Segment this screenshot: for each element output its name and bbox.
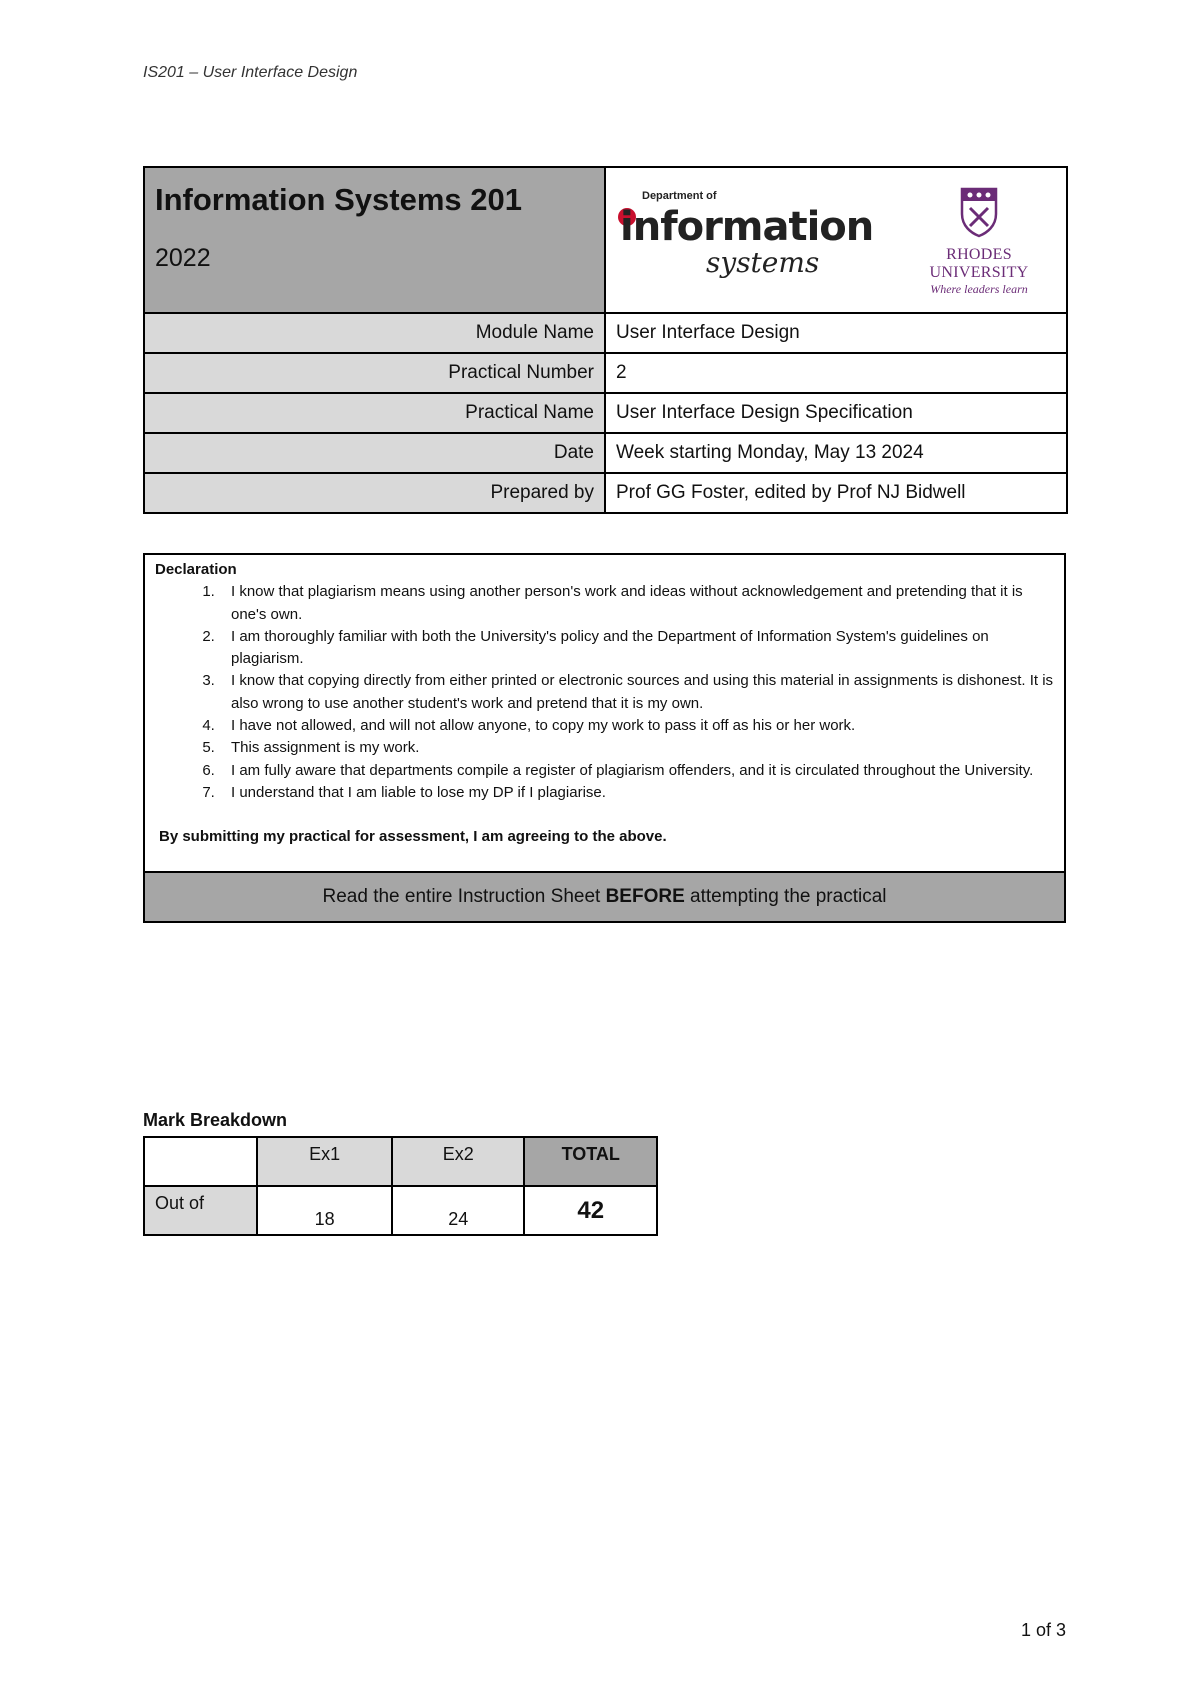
info-row-prepared-by <box>144 473 1067 513</box>
mark-breakdown-table <box>143 1136 658 1236</box>
page-number: 1 of 3 <box>1020 1620 1066 1640</box>
declaration-list <box>155 581 1054 804</box>
university-logo <box>904 186 1054 296</box>
info-row-module-name <box>144 313 1067 353</box>
running-header: IS201 – User Interface Design <box>143 64 358 81</box>
mark-values-row <box>144 1186 657 1235</box>
info-value: Prof GG Foster, edited by Prof NJ Bidwell <box>605 473 1067 513</box>
instruction-text-bold: BEFORE <box>605 885 685 907</box>
info-row-practical-name <box>144 393 1067 433</box>
mark-header-row <box>144 1137 657 1186</box>
info-value: 2 <box>605 353 1067 393</box>
declaration-item: 6. I am fully aware that departments compile a register of plagiarism offenders, and it is circulated throughout the University. <box>219 760 1054 782</box>
declaration-item: 1. I know that plagiarism means using another person's work and ideas without acknowledgement and pretending that it is one's own. <box>219 581 1054 626</box>
course-year: 2022 <box>155 244 211 272</box>
dept-logo-line1: Department of <box>642 190 717 202</box>
info-label: Practical Number <box>144 353 605 393</box>
info-value: User Interface Design <box>605 313 1067 353</box>
dept-logo-line2: information <box>620 204 874 250</box>
instruction-text-pre: Read the entire Instruction Sheet <box>322 885 606 907</box>
dept-logo-line3: systems <box>706 246 820 279</box>
declaration-item: 7. I understand that I am liable to lose my DP if I plagiarise. <box>219 782 1054 804</box>
mark-value: 24 <box>392 1186 525 1235</box>
declaration-item: 4. I have not allowed, and will not allow anyone, to copy my work to pass it off as his or her work. <box>219 715 1054 737</box>
mark-total-header: TOTAL <box>524 1137 657 1186</box>
title-cell <box>144 167 605 313</box>
instruction-text-post: attempting the practical <box>684 885 887 907</box>
info-label: Prepared by <box>144 473 605 513</box>
instruction-bar <box>145 871 1064 921</box>
university-name: RHODES UNIVERSITY <box>929 246 1029 281</box>
declaration-heading: Declaration <box>155 561 237 578</box>
course-title: Information Systems 201 <box>155 182 522 217</box>
mark-breakdown-heading: Mark Breakdown <box>143 1110 288 1130</box>
info-value: User Interface Design Specification <box>605 393 1067 433</box>
declaration-closing: By submitting my practical for assessment, I am agreeing to the above. <box>159 828 667 846</box>
declaration-item: 3. I know that copying directly from either printed or electronic sources and using this material in assignments is dishonest. It is also wrong to use another student's work and pretend that it is my own. <box>219 670 1054 715</box>
info-label: Date <box>144 433 605 473</box>
university-tagline: Where leaders learn <box>930 282 1028 296</box>
info-value: Week starting Monday, May 13 2024 <box>605 433 1067 473</box>
logo-cell <box>605 167 1067 313</box>
declaration-box <box>143 553 1066 923</box>
info-row-date <box>144 433 1067 473</box>
declaration-item: 2. I am thoroughly familiar with both the University's policy and the Department of Information System's guidelines on plagiarism. <box>219 626 1054 671</box>
mark-column-header: Ex1 <box>257 1137 392 1186</box>
declaration-item: 5. This assignment is my work. <box>219 737 1054 759</box>
mark-value: 18 <box>257 1186 392 1235</box>
university-crest-icon <box>959 186 999 238</box>
mark-corner-cell <box>144 1137 257 1186</box>
title-table <box>143 166 1068 514</box>
info-label: Practical Name <box>144 393 605 433</box>
mark-row-label: Out of <box>144 1186 257 1235</box>
info-label: Module Name <box>144 313 605 353</box>
mark-total-value: 42 <box>524 1186 657 1235</box>
declaration-body <box>145 555 1064 871</box>
department-logo <box>616 186 874 279</box>
mark-column-header: Ex2 <box>392 1137 525 1186</box>
info-row-practical-number <box>144 353 1067 393</box>
